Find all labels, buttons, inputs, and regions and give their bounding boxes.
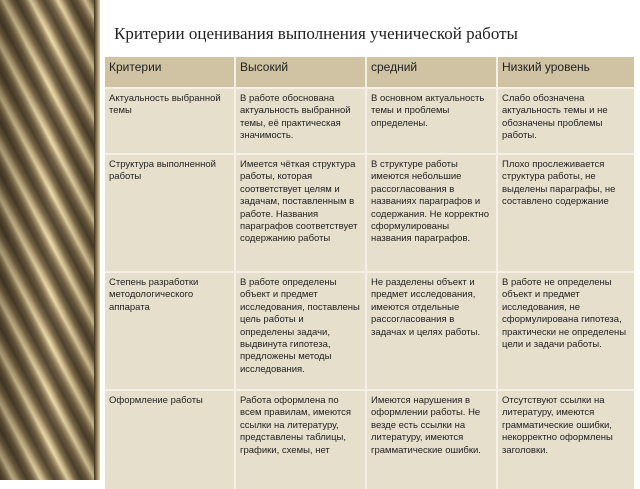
low-level-cell: Плохо прослеживается структура работы, не выделены параграфы, не составлено содержание: [497, 154, 634, 272]
page-title: Критерии оценивания выполнения ученической работы: [114, 24, 518, 43]
table-row: [105, 154, 634, 272]
low-level-cell: Слабо обозначена актуальность темы и не обозначены проблемы работы.: [497, 88, 634, 154]
header-low: Низкий уровень: [497, 57, 634, 88]
high-level-cell: Имеется чёткая структура работы, которая соответствует целям и задачам, поставленным в работе. Названия параграфов соответствует содержанию работы: [235, 154, 366, 272]
table-header-row: [105, 57, 634, 88]
medium-level-cell: В основном актуальность темы и проблемы определены.: [366, 88, 497, 154]
medium-level-cell: В структуре работы имеются небольшие рассогласования в названиях параграфов и содержания. Не корректно сформулированы названия параграфов.: [366, 154, 497, 272]
high-level-cell: В работе обоснована актуальность выбранной темы, её практическая значимость.: [235, 88, 366, 154]
low-level-cell: В работе не определены объект и предмет исследования, не сформулирована гипотеза, практически не определены цели и задачи работы.: [497, 272, 634, 390]
header-high: Высокий: [235, 57, 366, 88]
header-medium: средний: [366, 57, 497, 88]
criterion-cell: Степень разработки методологического аппарата: [105, 272, 235, 390]
high-level-cell: В работе определены объект и предмет исследования, поставлены цель работы и определены задачи, выдвинута гипотеза, предложены методы исследования.: [235, 272, 366, 390]
criterion-cell: Структура выполненной работы: [105, 154, 235, 272]
criterion-cell: Оформление работы: [105, 390, 235, 489]
header-criteria: Критерии: [105, 57, 235, 88]
table-row: [105, 272, 634, 390]
criterion-cell: Актуальность выбранной темы: [105, 88, 235, 154]
table-row: [105, 88, 634, 154]
decorative-gold-frame: [0, 0, 100, 480]
medium-level-cell: Не разделены объект и предмет исследования, имеются отдельные рассогласования в задачах и целях работы.: [366, 272, 497, 390]
criteria-table: [105, 57, 634, 489]
low-level-cell: Отсутствуют ссылки на литературу, имеются грамматические ошибки, некорректно оформлены заголовки.: [497, 390, 634, 489]
medium-level-cell: Имеются нарушения в оформлении работы. Не везде есть ссылки на литературу, имеются грамматические ошибки.: [366, 390, 497, 489]
table-row: [105, 390, 634, 489]
high-level-cell: Работа оформлена по всем правилам, имеются ссылки на литературу, представлены таблицы, графики, схемы, нет: [235, 390, 366, 489]
